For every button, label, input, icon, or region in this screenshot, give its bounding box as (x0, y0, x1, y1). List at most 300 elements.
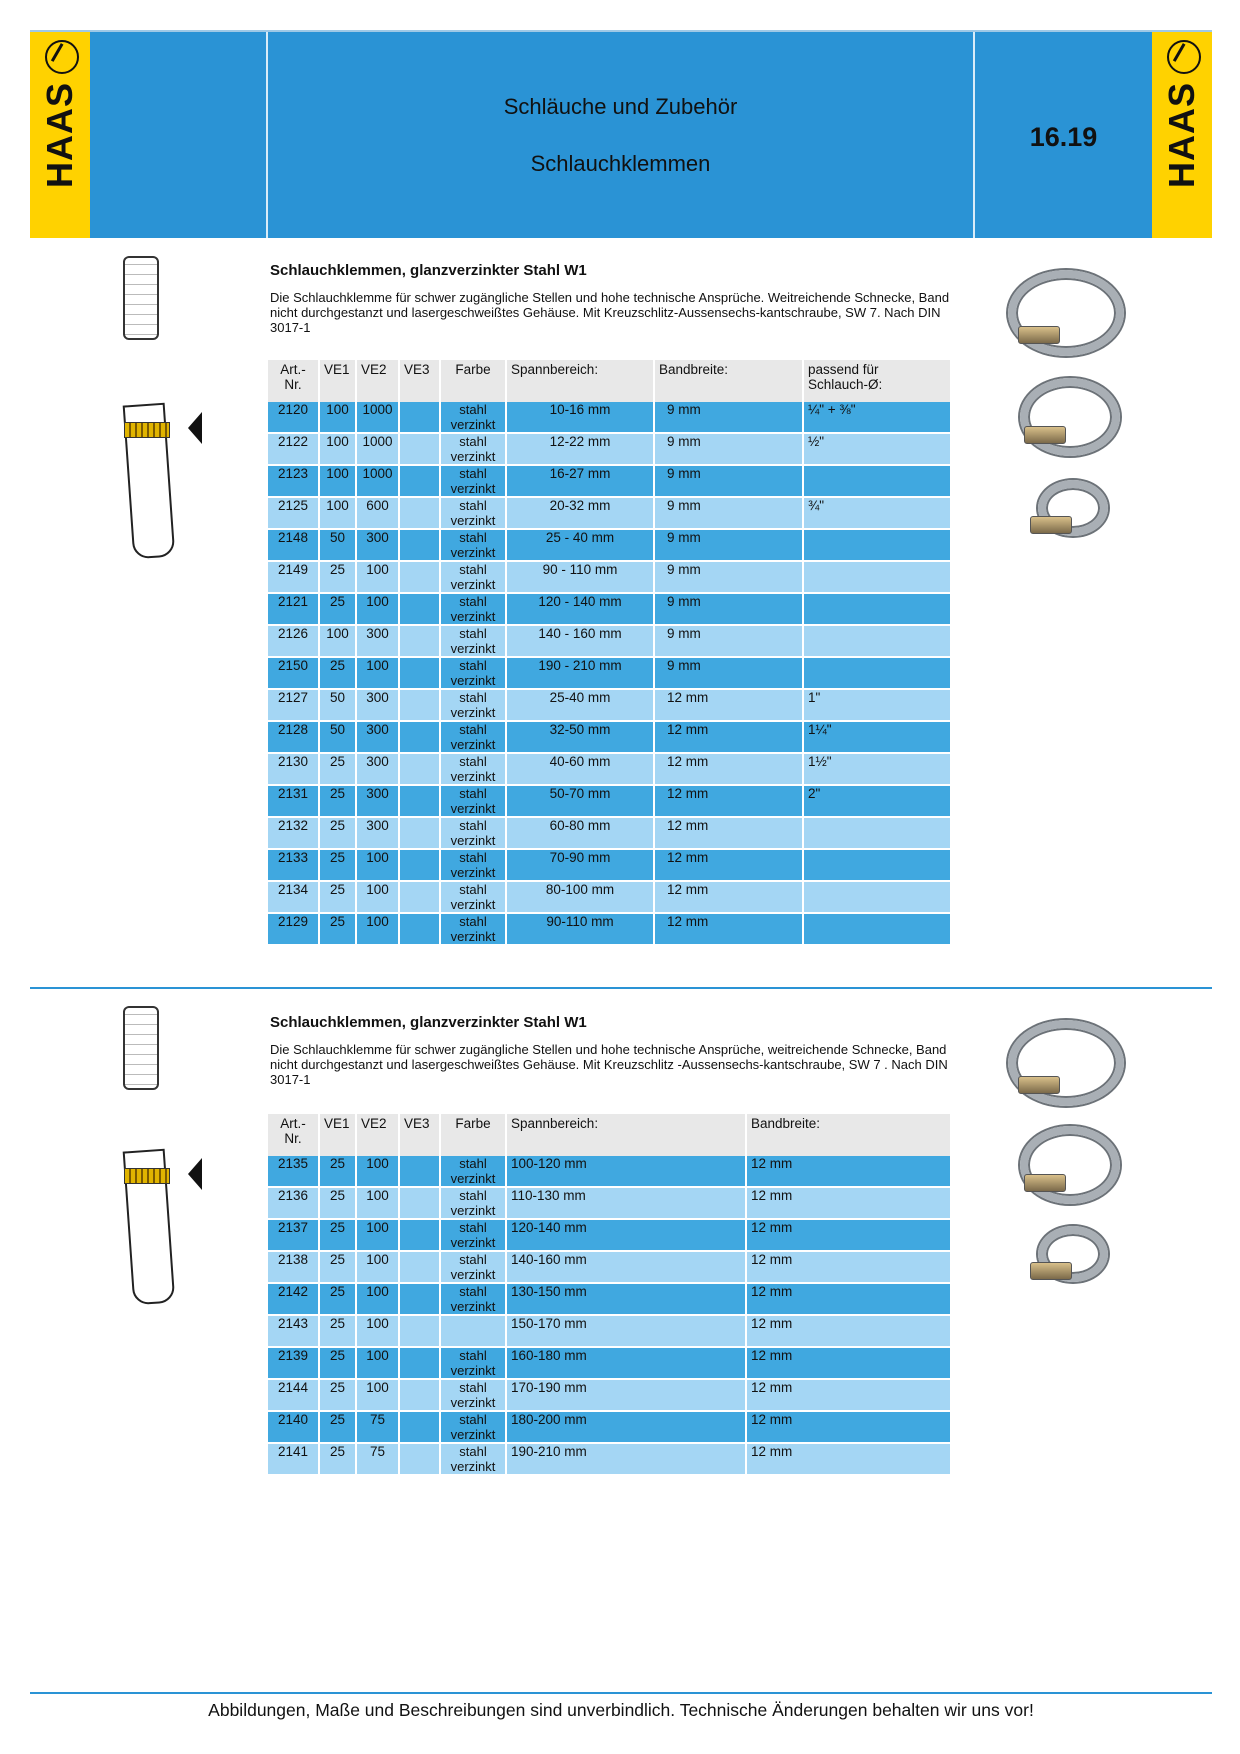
haas-logo-left (30, 32, 90, 238)
cell-band: 9 mm (654, 529, 803, 561)
cell-ve1: 25 (319, 1411, 356, 1443)
column-header-art-nr: Art.- Nr. (280, 362, 306, 392)
cell-spann: 10-16 mm (506, 402, 654, 433)
cell-spann: 180-200 mm (506, 1411, 746, 1443)
cell-band: 12 mm (654, 849, 803, 881)
cell-farbe: stahl verzinkt (440, 913, 506, 945)
cell-ve1: 25 (319, 1315, 356, 1347)
column-header-ve3: VE3 (404, 1116, 430, 1131)
page-header (30, 30, 1212, 238)
cell-spann: 150-170 mm (506, 1315, 746, 1347)
hose-clamp-medium-icon (1020, 1126, 1120, 1204)
header-separator (266, 32, 268, 238)
cell-band: 12 mm (746, 1379, 951, 1411)
column-header-bandbreite: Bandbreite: (659, 362, 729, 377)
table-row (268, 1379, 951, 1411)
cell-ve3 (399, 593, 440, 625)
table-row (268, 1251, 951, 1283)
cell-art: 2148 (268, 529, 319, 561)
cell-spann: 190 - 210 mm (506, 657, 654, 689)
cell-ve3 (399, 625, 440, 657)
clamp-screw-icon (1030, 1262, 1072, 1280)
page-number: 16.19 (1029, 122, 1098, 152)
cell-ve3 (399, 1219, 440, 1251)
cell-art: 2128 (268, 721, 319, 753)
cell-art: 2143 (268, 1315, 319, 1347)
product-table (268, 360, 952, 946)
cell-ve2: 1000 (356, 465, 399, 497)
table-row (268, 1156, 951, 1187)
cell-passend (803, 561, 951, 593)
cell-farbe: stahl verzinkt (440, 561, 506, 593)
cell-art: 2131 (268, 785, 319, 817)
table-row (268, 689, 951, 721)
cell-passend (803, 625, 951, 657)
cell-band: 12 mm (654, 913, 803, 945)
cell-ve3 (399, 402, 440, 433)
cell-ve3 (399, 529, 440, 561)
cell-ve2: 100 (356, 849, 399, 881)
cell-ve1: 25 (319, 1219, 356, 1251)
cell-ve2: 100 (356, 1283, 399, 1315)
col-header-spann (506, 360, 654, 402)
col-header-band (746, 1114, 951, 1156)
cell-band: 12 mm (654, 881, 803, 913)
cell-ve1: 25 (319, 593, 356, 625)
col-header-ve3 (399, 360, 440, 402)
hose-clamp-medium-icon (1020, 378, 1120, 456)
col-header-ve3 (399, 1114, 440, 1156)
column-header-farbe: Farbe (455, 362, 491, 377)
table-row (268, 1443, 951, 1475)
cell-ve1: 25 (319, 657, 356, 689)
table-row (268, 625, 951, 657)
cell-band: 9 mm (654, 433, 803, 465)
cell-ve3 (399, 753, 440, 785)
cell-art: 2122 (268, 433, 319, 465)
section-description: Die Schlauchklemme für schwer zugängliche Stellen und hohe technische Ansprüche. Weitreichende Schnecke, Band nicht durchgestanzt und lasergeschweißtes Gehäuse. Mit Kreuzschlitz-Aussensechs-kantschraube, SW 7. Nach DIN 3017-1 (270, 290, 950, 335)
table-row (268, 785, 951, 817)
cell-spann: 80-100 mm (506, 881, 654, 913)
col-header-spann (506, 1114, 746, 1156)
column-header-spannbereich: Spannbereich: (511, 1116, 599, 1131)
cell-passend: ¾" (803, 497, 951, 529)
cell-passend (803, 913, 951, 945)
cell-ve2: 600 (356, 497, 399, 529)
cell-band: 12 mm (746, 1219, 951, 1251)
cell-band: 9 mm (654, 657, 803, 689)
table-row (268, 1315, 951, 1347)
table-row (268, 913, 951, 945)
cell-ve2: 300 (356, 785, 399, 817)
cell-art: 2137 (268, 1219, 319, 1251)
table-row (268, 849, 951, 881)
cell-ve3 (399, 1379, 440, 1411)
cell-farbe: stahl verzinkt (440, 1443, 506, 1475)
clamp-band-icon (124, 1168, 170, 1184)
cell-band: 12 mm (654, 753, 803, 785)
cell-passend (803, 465, 951, 497)
cell-art: 2123 (268, 465, 319, 497)
cell-farbe: stahl verzinkt (440, 849, 506, 881)
cell-ve2: 100 (356, 1315, 399, 1347)
cell-spann: 32-50 mm (506, 721, 654, 753)
cell-ve3 (399, 817, 440, 849)
footer-divider (30, 1692, 1212, 1694)
cell-farbe: stahl verzinkt (440, 721, 506, 753)
cell-ve2: 100 (356, 1219, 399, 1251)
cell-spann: 50-70 mm (506, 785, 654, 817)
cell-spann: 120 - 140 mm (506, 593, 654, 625)
cell-ve1: 25 (319, 1283, 356, 1315)
cell-art: 2141 (268, 1443, 319, 1475)
cell-farbe (440, 1315, 506, 1347)
table-row (268, 1187, 951, 1219)
cell-ve1: 25 (319, 1251, 356, 1283)
cell-ve1: 25 (319, 785, 356, 817)
clamp-screw-icon (1018, 326, 1060, 344)
cell-ve1: 25 (319, 1443, 356, 1475)
cell-passend (803, 849, 951, 881)
cell-spann: 160-180 mm (506, 1347, 746, 1379)
cell-ve1: 50 (319, 689, 356, 721)
cell-band: 12 mm (654, 689, 803, 721)
cell-art: 2127 (268, 689, 319, 721)
cell-farbe: stahl verzinkt (440, 881, 506, 913)
cell-band: 12 mm (746, 1347, 951, 1379)
cell-art: 2134 (268, 881, 319, 913)
cell-passend (803, 657, 951, 689)
cell-band: 9 mm (654, 497, 803, 529)
cell-art: 2150 (268, 657, 319, 689)
cell-ve3 (399, 913, 440, 945)
cell-band: 12 mm (746, 1156, 951, 1187)
haas-logo-right (1152, 32, 1212, 238)
table-header-row (268, 1114, 951, 1156)
cell-ve1: 25 (319, 849, 356, 881)
column-header-spannbereich: Spannbereich: (511, 362, 599, 377)
cell-ve2: 300 (356, 625, 399, 657)
cell-ve1: 100 (319, 433, 356, 465)
cell-passend: ½" (803, 433, 951, 465)
cell-band: 12 mm (654, 721, 803, 753)
logo-figure-icon (45, 40, 79, 74)
cell-ve3 (399, 849, 440, 881)
cell-art: 2142 (268, 1283, 319, 1315)
cell-art: 2130 (268, 753, 319, 785)
cell-art: 2132 (268, 817, 319, 849)
page-title: Schläuche und Zubehör (503, 94, 738, 119)
cell-farbe: stahl verzinkt (440, 1411, 506, 1443)
cell-farbe: stahl verzinkt (440, 497, 506, 529)
cell-passend: 1½" (803, 753, 951, 785)
cell-band: 9 mm (654, 402, 803, 433)
table-row (268, 657, 951, 689)
cell-spann: 40-60 mm (506, 753, 654, 785)
cell-ve3 (399, 497, 440, 529)
cell-spann: 90-110 mm (506, 913, 654, 945)
section-title: Schlauchklemmen, glanzverzinkter Stahl W1 (270, 1014, 587, 1031)
column-header-farbe: Farbe (455, 1116, 491, 1131)
cell-ve3 (399, 1443, 440, 1475)
pointer-arrow-icon (188, 412, 202, 444)
cell-ve1: 25 (319, 1187, 356, 1219)
cell-band: 12 mm (746, 1411, 951, 1443)
column-header-ve1: VE1 (324, 1116, 350, 1131)
cell-farbe: stahl verzinkt (440, 625, 506, 657)
column-header-art-nr: Art.- Nr. (280, 1116, 306, 1146)
cell-ve1: 25 (319, 753, 356, 785)
cell-ve3 (399, 657, 440, 689)
col-header-farbe (440, 1114, 506, 1156)
cell-ve2: 300 (356, 721, 399, 753)
cell-ve1: 50 (319, 529, 356, 561)
cell-ve2: 300 (356, 753, 399, 785)
cell-spann: 140 - 160 mm (506, 625, 654, 657)
col-header-ve2 (356, 1114, 399, 1156)
cell-ve2: 300 (356, 529, 399, 561)
cell-spann: 100-120 mm (506, 1156, 746, 1187)
cell-band: 12 mm (746, 1443, 951, 1475)
cell-spann: 130-150 mm (506, 1283, 746, 1315)
cell-farbe: stahl verzinkt (440, 402, 506, 433)
cell-passend: 2" (803, 785, 951, 817)
column-header-passend: passend für Schlauch-Ø: (808, 362, 883, 392)
cell-ve2: 100 (356, 1347, 399, 1379)
cell-band: 9 mm (654, 593, 803, 625)
cell-ve3 (399, 433, 440, 465)
cell-spann: 70-90 mm (506, 849, 654, 881)
cell-ve2: 75 (356, 1411, 399, 1443)
cell-farbe: stahl verzinkt (440, 1219, 506, 1251)
cell-spann: 25-40 mm (506, 689, 654, 721)
cell-band: 9 mm (654, 561, 803, 593)
cell-ve3 (399, 1315, 440, 1347)
cell-ve2: 300 (356, 689, 399, 721)
cell-art: 2149 (268, 561, 319, 593)
cell-passend (803, 593, 951, 625)
cell-farbe: stahl verzinkt (440, 657, 506, 689)
footer-disclaimer: Abbildungen, Maße und Beschreibungen sind unverbindlich. Technische Änderungen behalten wir uns vor! (208, 1700, 1034, 1720)
cell-spann: 110-130 mm (506, 1187, 746, 1219)
cell-ve3 (399, 1251, 440, 1283)
cell-passend (803, 881, 951, 913)
clamp-screw-icon (1024, 1174, 1066, 1192)
cell-spann: 190-210 mm (506, 1443, 746, 1475)
section-description: Die Schlauchklemme für schwer zugängliche Stellen und hohe technische Ansprüche, weitreichende Schnecke, Band nicht durchgestanzt und lasergeschweißtes Gehäuse. Mit Kreuzschlitz -Aussensechs-kantschraube, SW 7 . Nach DIN 3017-1 (270, 1042, 948, 1087)
cell-ve3 (399, 1347, 440, 1379)
cell-band: 12 mm (746, 1251, 951, 1283)
cell-ve1: 25 (319, 1379, 356, 1411)
cell-ve3 (399, 721, 440, 753)
table-row (268, 1411, 951, 1443)
cell-ve1: 25 (319, 913, 356, 945)
hose-connector-icon (123, 1006, 159, 1090)
col-header-art (268, 360, 319, 402)
cell-ve1: 100 (319, 402, 356, 433)
cell-ve1: 25 (319, 1347, 356, 1379)
column-header-ve2: VE2 (361, 362, 387, 377)
cell-ve3 (399, 465, 440, 497)
cell-farbe: stahl verzinkt (440, 433, 506, 465)
cell-ve3 (399, 689, 440, 721)
logo-figure-icon (1167, 40, 1201, 74)
logo-text: HAAS (1161, 81, 1202, 189)
cell-ve1: 25 (319, 881, 356, 913)
logo-text: HAAS (39, 81, 80, 189)
table-row (268, 433, 951, 465)
product-section-2 (0, 990, 1240, 1510)
table-row (268, 817, 951, 849)
cell-art: 2135 (268, 1156, 319, 1187)
cell-ve3 (399, 1283, 440, 1315)
cell-ve2: 100 (356, 913, 399, 945)
cell-spann: 12-22 mm (506, 433, 654, 465)
cell-spann: 60-80 mm (506, 817, 654, 849)
cell-ve2: 100 (356, 1156, 399, 1187)
col-header-farbe (440, 360, 506, 402)
cell-art: 2125 (268, 497, 319, 529)
col-header-ve2 (356, 360, 399, 402)
hose-connector-icon (123, 256, 159, 340)
table-header-row (268, 360, 951, 402)
product-section-1 (0, 236, 1240, 956)
cell-ve1: 100 (319, 497, 356, 529)
cell-farbe: stahl verzinkt (440, 689, 506, 721)
cell-art: 2133 (268, 849, 319, 881)
cell-ve2: 100 (356, 657, 399, 689)
cell-ve2: 100 (356, 561, 399, 593)
column-header-ve1: VE1 (324, 362, 350, 377)
column-header-ve2: VE2 (361, 1116, 387, 1131)
cell-art: 2120 (268, 402, 319, 433)
cell-farbe: stahl verzinkt (440, 465, 506, 497)
cell-ve3 (399, 1156, 440, 1187)
table-row (268, 497, 951, 529)
table-row (268, 529, 951, 561)
cell-spann: 20-32 mm (506, 497, 654, 529)
cell-spann: 16-27 mm (506, 465, 654, 497)
cell-passend: ¼" + ⅜" (803, 402, 951, 433)
cell-farbe: stahl verzinkt (440, 817, 506, 849)
product-table (268, 1114, 952, 1476)
table-row (268, 1283, 951, 1315)
cell-passend (803, 529, 951, 561)
cell-farbe: stahl verzinkt (440, 593, 506, 625)
cell-band: 9 mm (654, 465, 803, 497)
cell-spann: 140-160 mm (506, 1251, 746, 1283)
cell-spann: 120-140 mm (506, 1219, 746, 1251)
table-row (268, 1219, 951, 1251)
col-header-ve1 (319, 1114, 356, 1156)
cell-ve3 (399, 1411, 440, 1443)
cell-ve3 (399, 1187, 440, 1219)
cell-band: 12 mm (746, 1283, 951, 1315)
table-row (268, 402, 951, 433)
cell-farbe: stahl verzinkt (440, 529, 506, 561)
clamp-band-icon (124, 422, 170, 438)
table-row (268, 753, 951, 785)
cell-farbe: stahl verzinkt (440, 1187, 506, 1219)
page-subtitle: Schlauchklemmen (530, 151, 711, 176)
cell-ve1: 100 (319, 625, 356, 657)
cell-art: 2140 (268, 1411, 319, 1443)
cell-band: 9 mm (654, 625, 803, 657)
col-header-band (654, 360, 803, 402)
clamp-screw-icon (1024, 426, 1066, 444)
cell-ve2: 100 (356, 593, 399, 625)
cell-band: 12 mm (654, 785, 803, 817)
cell-spann: 170-190 mm (506, 1379, 746, 1411)
cell-band: 12 mm (746, 1187, 951, 1219)
table-row (268, 593, 951, 625)
cell-ve3 (399, 881, 440, 913)
column-header-bandbreite: Bandbreite: (751, 1116, 821, 1131)
cell-ve2: 300 (356, 817, 399, 849)
cell-ve2: 100 (356, 881, 399, 913)
cell-art: 2139 (268, 1347, 319, 1379)
cell-passend (803, 817, 951, 849)
cell-art: 2136 (268, 1187, 319, 1219)
cell-art: 2121 (268, 593, 319, 625)
cell-art: 2129 (268, 913, 319, 945)
cell-farbe: stahl verzinkt (440, 1251, 506, 1283)
cell-farbe: stahl verzinkt (440, 1379, 506, 1411)
table-row (268, 881, 951, 913)
col-header-ve1 (319, 360, 356, 402)
cell-passend: 1" (803, 689, 951, 721)
section-title: Schlauchklemmen, glanzverzinkter Stahl W1 (270, 262, 587, 279)
col-header-passend (803, 360, 951, 402)
cell-ve3 (399, 561, 440, 593)
cell-farbe: stahl verzinkt (440, 1347, 506, 1379)
cell-ve1: 25 (319, 561, 356, 593)
col-header-art (268, 1114, 319, 1156)
cell-ve2: 75 (356, 1443, 399, 1475)
cell-ve1: 50 (319, 721, 356, 753)
cell-art: 2126 (268, 625, 319, 657)
cell-ve1: 100 (319, 465, 356, 497)
cell-ve2: 100 (356, 1187, 399, 1219)
table-row (268, 465, 951, 497)
cell-band: 12 mm (746, 1315, 951, 1347)
column-header-ve3: VE3 (404, 362, 430, 377)
cell-farbe: stahl verzinkt (440, 753, 506, 785)
cell-ve3 (399, 785, 440, 817)
cell-ve2: 1000 (356, 433, 399, 465)
cell-passend: 1¼" (803, 721, 951, 753)
table-row (268, 721, 951, 753)
cell-ve1: 25 (319, 817, 356, 849)
cell-ve2: 100 (356, 1379, 399, 1411)
table-row (268, 561, 951, 593)
table-row (268, 1347, 951, 1379)
clamp-screw-icon (1030, 516, 1072, 534)
cell-band: 12 mm (654, 817, 803, 849)
cell-spann: 25 - 40 mm (506, 529, 654, 561)
cell-art: 2138 (268, 1251, 319, 1283)
section-divider (30, 987, 1212, 989)
pointer-arrow-icon (188, 1158, 202, 1190)
cell-farbe: stahl verzinkt (440, 785, 506, 817)
clamp-screw-icon (1018, 1076, 1060, 1094)
cell-art: 2144 (268, 1379, 319, 1411)
cell-spann: 90 - 110 mm (506, 561, 654, 593)
cell-ve1: 25 (319, 1156, 356, 1187)
cell-ve2: 100 (356, 1251, 399, 1283)
cell-farbe: stahl verzinkt (440, 1156, 506, 1187)
cell-ve2: 1000 (356, 402, 399, 433)
